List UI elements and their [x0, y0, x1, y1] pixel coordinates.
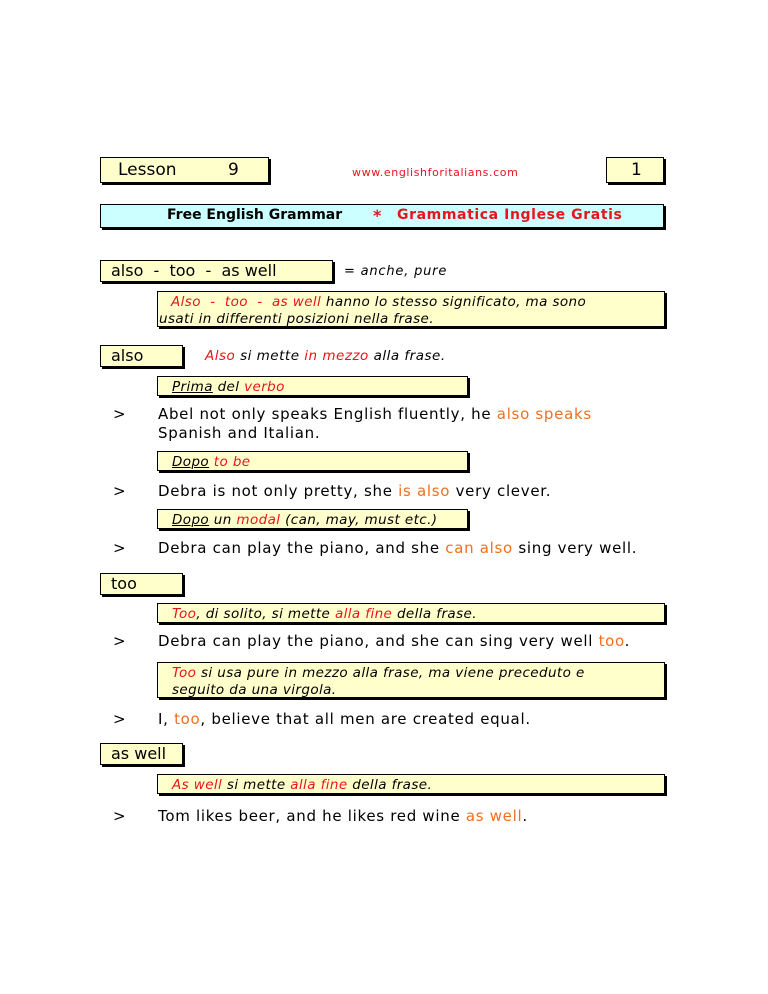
- example-text: Abel not only speaks English fluently, he: [158, 405, 497, 423]
- note-tobe: to be: [213, 454, 251, 470]
- note-modal-examples: (can, may, must etc.): [280, 512, 438, 528]
- also-rule-term: Also: [205, 348, 236, 364]
- also-rule-end: alla frase.: [368, 348, 446, 364]
- note-dopo: Dopo: [172, 454, 210, 470]
- example-marker: >: [113, 807, 126, 825]
- note-text: si usa pure in mezzo alla frase, ma viene preceduto e: [196, 665, 585, 681]
- too-heading: too: [111, 574, 137, 593]
- example-highlight: is also: [398, 482, 451, 500]
- note-position: alla fine: [334, 606, 393, 622]
- intro-text-line2: usati in differenti posizioni nella frase.: [159, 311, 434, 327]
- title-banner: [100, 204, 664, 228]
- note-del: del: [212, 379, 245, 395]
- example-text-end: , believe that all men are created equal.: [200, 710, 531, 728]
- example-text-end: very clever.: [450, 482, 552, 500]
- lesson-box: [100, 157, 269, 183]
- also-heading: also: [111, 346, 144, 365]
- note-end: della frase.: [347, 777, 433, 793]
- example-text: I,: [158, 710, 175, 728]
- note-prima: Prima: [172, 379, 213, 395]
- page-number-box: [606, 157, 664, 183]
- example-highlight: too: [598, 632, 625, 650]
- note-end: della frase.: [392, 606, 477, 622]
- example-text: Debra is not only pretty, she: [158, 482, 399, 500]
- example-highlight: too: [174, 710, 201, 728]
- also-note-modal: [157, 509, 468, 529]
- star-icon: *: [373, 206, 382, 225]
- note-position: alla fine: [290, 777, 348, 793]
- note-un: un: [209, 512, 237, 528]
- banner-right: Grammatica Inglese Gratis: [397, 207, 623, 223]
- note-aswell: As well: [172, 777, 223, 793]
- also-note-tobe: [157, 451, 468, 471]
- note-too: Too: [172, 606, 197, 622]
- also-rule-position: in mezzo: [304, 348, 369, 364]
- example-marker: >: [113, 710, 126, 728]
- note-text: , di solito, si mette: [196, 606, 335, 622]
- also-rule-text: si mette: [235, 348, 305, 364]
- example-highlight: can also: [445, 539, 513, 557]
- example-text: Debra can play the piano, and she: [158, 539, 446, 557]
- website-link[interactable]: www.englishforitalians.com: [352, 166, 519, 179]
- example-marker: >: [113, 482, 126, 500]
- lesson-number: 9: [228, 160, 239, 180]
- also-example-1: [158, 405, 678, 443]
- too-note-2: [157, 662, 665, 698]
- also-example-3: [158, 539, 637, 558]
- note-text-cont: seguito da una virgola.: [172, 682, 337, 698]
- example-text-end: sing very well.: [512, 539, 638, 557]
- too-note-1: [157, 603, 665, 623]
- banner-left: Free English Grammar: [167, 207, 343, 223]
- intro-note: [157, 291, 665, 327]
- example-text: Debra can play the piano, and she can sing very well: [158, 632, 599, 650]
- note-text: si mette: [222, 777, 291, 793]
- example-marker: >: [113, 405, 126, 423]
- example-text-cont: Spanish and Italian.: [158, 424, 321, 442]
- example-text-end: .: [624, 632, 631, 650]
- topic-title-box: [100, 260, 333, 282]
- intro-text-line1: hanno lo stesso significato, ma sono: [321, 294, 587, 310]
- note-modal: modal: [236, 512, 281, 528]
- example-marker: >: [113, 539, 126, 557]
- example-highlight: also speaks: [496, 405, 592, 423]
- aswell-example: [158, 807, 528, 826]
- too-heading-box: [100, 573, 183, 595]
- example-highlight: as well: [465, 807, 523, 825]
- note-dopo: Dopo: [172, 512, 210, 528]
- intro-terms: Also - too - as well: [171, 294, 322, 310]
- example-marker: >: [113, 632, 126, 650]
- aswell-heading-box: [100, 743, 183, 765]
- note-verbo: verbo: [244, 379, 285, 395]
- note-too: Too: [172, 665, 197, 681]
- example-text: Tom likes beer, and he likes red wine: [158, 807, 466, 825]
- example-text-end: .: [522, 807, 528, 825]
- also-example-2: [158, 482, 551, 501]
- lesson-label: Lesson: [118, 160, 177, 180]
- also-rule: [205, 348, 446, 364]
- aswell-note: [157, 774, 665, 794]
- aswell-heading: as well: [111, 744, 167, 763]
- topic-title: also - too - as well: [111, 261, 277, 280]
- too-example-2: [158, 710, 531, 729]
- too-example-1: [158, 632, 630, 651]
- also-heading-box: [100, 345, 183, 367]
- topic-translation: = anche, pure: [344, 264, 448, 279]
- page-number: 1: [631, 160, 642, 180]
- also-note-verb: [157, 376, 468, 396]
